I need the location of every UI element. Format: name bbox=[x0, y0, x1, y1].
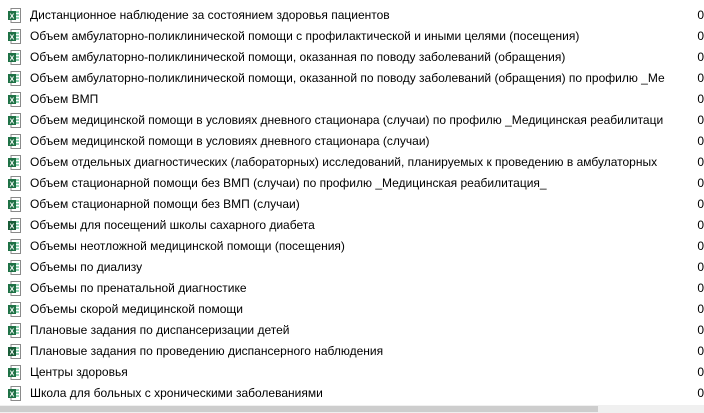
file-row[interactable] bbox=[0, 131, 704, 152]
file-name: Дистанционное наблюдение за состоянием здоровья пациентов bbox=[30, 8, 390, 22]
svg-text:X: X bbox=[9, 181, 15, 189]
file-name: Объемы по диализу bbox=[30, 260, 143, 274]
file-row[interactable] bbox=[0, 215, 704, 236]
file-size: 0 bbox=[697, 323, 704, 337]
file-size: 0 bbox=[697, 218, 704, 232]
svg-text:X: X bbox=[9, 223, 15, 231]
excel-file-icon bbox=[8, 323, 21, 338]
excel-file-icon bbox=[8, 386, 21, 401]
file-row[interactable] bbox=[0, 278, 704, 299]
file-name: Объемы скорой медицинской помощи bbox=[30, 302, 243, 316]
file-row[interactable] bbox=[0, 194, 704, 215]
file-size: 0 bbox=[697, 386, 704, 400]
file-size: 0 bbox=[697, 365, 704, 379]
excel-file-icon bbox=[8, 113, 21, 128]
file-row[interactable] bbox=[0, 299, 704, 320]
svg-text:X: X bbox=[9, 391, 15, 399]
svg-text:X: X bbox=[9, 307, 15, 315]
file-size: 0 bbox=[697, 71, 704, 85]
excel-csv-file-icon bbox=[8, 218, 21, 233]
svg-text:X: X bbox=[9, 76, 15, 84]
svg-text:X: X bbox=[9, 160, 15, 168]
svg-text:X: X bbox=[9, 118, 15, 126]
svg-text:X: X bbox=[9, 13, 15, 21]
excel-file-icon bbox=[8, 50, 21, 65]
file-row[interactable] bbox=[0, 320, 704, 341]
file-name: Плановые задания по проведению диспансерного наблюдения bbox=[30, 344, 384, 358]
excel-file-icon bbox=[8, 134, 21, 149]
file-name: Объем медицинской помощи в условиях дневного стационара (случаи) bbox=[30, 134, 430, 148]
file-row[interactable] bbox=[0, 110, 704, 131]
svg-text:X: X bbox=[9, 202, 15, 210]
file-name: Объемы неотложной медицинской помощи (посещения) bbox=[30, 239, 345, 253]
file-name: Объем медицинской помощи в условиях дневного стационара (случаи) по профилю _Медицинская реабилитаци bbox=[30, 113, 664, 127]
svg-text:X: X bbox=[9, 349, 15, 357]
file-row[interactable] bbox=[0, 5, 704, 26]
file-row[interactable] bbox=[0, 68, 704, 89]
excel-file-icon bbox=[8, 239, 21, 254]
svg-text:X: X bbox=[9, 34, 15, 42]
file-size: 0 bbox=[697, 239, 704, 253]
file-name: Объем отдельных диагностических (лабораторных) исследований, планируемых к проведению в амбулаторных bbox=[30, 155, 658, 169]
excel-file-icon bbox=[8, 197, 21, 212]
file-row[interactable] bbox=[0, 257, 704, 278]
svg-text:X: X bbox=[9, 55, 15, 63]
file-name: Объем амбулаторно-поликлинической помощи, оказанная по поводу заболеваний (обращения) bbox=[30, 50, 566, 64]
file-size: 0 bbox=[697, 29, 704, 43]
file-row[interactable] bbox=[0, 383, 704, 404]
file-size: 0 bbox=[697, 176, 704, 190]
excel-file-icon bbox=[8, 71, 21, 86]
file-row[interactable] bbox=[0, 89, 704, 110]
file-name: Плановые задания по диспансеризации детей bbox=[30, 323, 290, 337]
file-size: 0 bbox=[697, 134, 704, 148]
svg-text:X: X bbox=[9, 97, 15, 105]
file-size: 0 bbox=[697, 260, 704, 274]
svg-text:X: X bbox=[9, 370, 15, 378]
svg-text:X: X bbox=[9, 265, 15, 273]
file-size: 0 bbox=[697, 92, 704, 106]
excel-file-icon bbox=[8, 302, 21, 317]
file-name: Объемы по пренатальной диагностике bbox=[30, 281, 247, 295]
file-name: Школа для больных с хроническими заболеваниями bbox=[30, 386, 323, 400]
file-size: 0 bbox=[697, 155, 704, 169]
file-row[interactable] bbox=[0, 173, 704, 194]
excel-file-icon bbox=[8, 281, 21, 296]
file-row[interactable] bbox=[0, 47, 704, 68]
svg-text:X: X bbox=[9, 139, 15, 147]
file-name: Центры здоровья bbox=[30, 365, 128, 379]
file-row[interactable] bbox=[0, 152, 704, 173]
scrollbar-thumb[interactable] bbox=[0, 406, 598, 412]
horizontal-scrollbar[interactable] bbox=[0, 405, 704, 413]
file-row[interactable] bbox=[0, 341, 704, 362]
svg-text:X: X bbox=[9, 328, 15, 336]
file-size: 0 bbox=[697, 197, 704, 211]
file-name: Объемы для посещений школы сахарного диабета bbox=[30, 218, 315, 232]
excel-file-icon bbox=[8, 176, 21, 191]
file-name: Объем амбулаторно-поликлинической помощи, оказанной по поводу заболеваний (обращения) по профилю _Ме bbox=[30, 71, 665, 85]
file-name: Объем ВМП bbox=[30, 92, 99, 106]
file-row[interactable] bbox=[0, 26, 704, 47]
file-size: 0 bbox=[697, 281, 704, 295]
excel-file-icon bbox=[8, 29, 21, 44]
file-row[interactable] bbox=[0, 236, 704, 257]
file-size: 0 bbox=[697, 113, 704, 127]
excel-csv-file-icon bbox=[8, 344, 21, 359]
excel-file-icon bbox=[8, 92, 21, 107]
excel-file-icon bbox=[8, 260, 21, 275]
file-name: Объем стационарной помощи без ВМП (случаи) bbox=[30, 197, 300, 211]
file-name: Объем стационарной помощи без ВМП (случаи) по профилю _Медицинская реабилитация_ bbox=[30, 176, 547, 190]
file-name: Объем амбулаторно-поликлинической помощи с профилактической и иными целями (посещения) bbox=[30, 29, 580, 43]
excel-file-icon bbox=[8, 365, 21, 380]
file-size: 0 bbox=[697, 302, 704, 316]
file-list bbox=[0, 5, 704, 404]
file-size: 0 bbox=[697, 344, 704, 358]
file-size: 0 bbox=[697, 50, 704, 64]
file-size: 0 bbox=[697, 8, 704, 22]
file-row[interactable] bbox=[0, 362, 704, 383]
excel-file-icon bbox=[8, 8, 21, 23]
svg-text:X: X bbox=[9, 286, 15, 294]
excel-file-icon bbox=[8, 155, 21, 170]
svg-text:X: X bbox=[9, 244, 15, 252]
